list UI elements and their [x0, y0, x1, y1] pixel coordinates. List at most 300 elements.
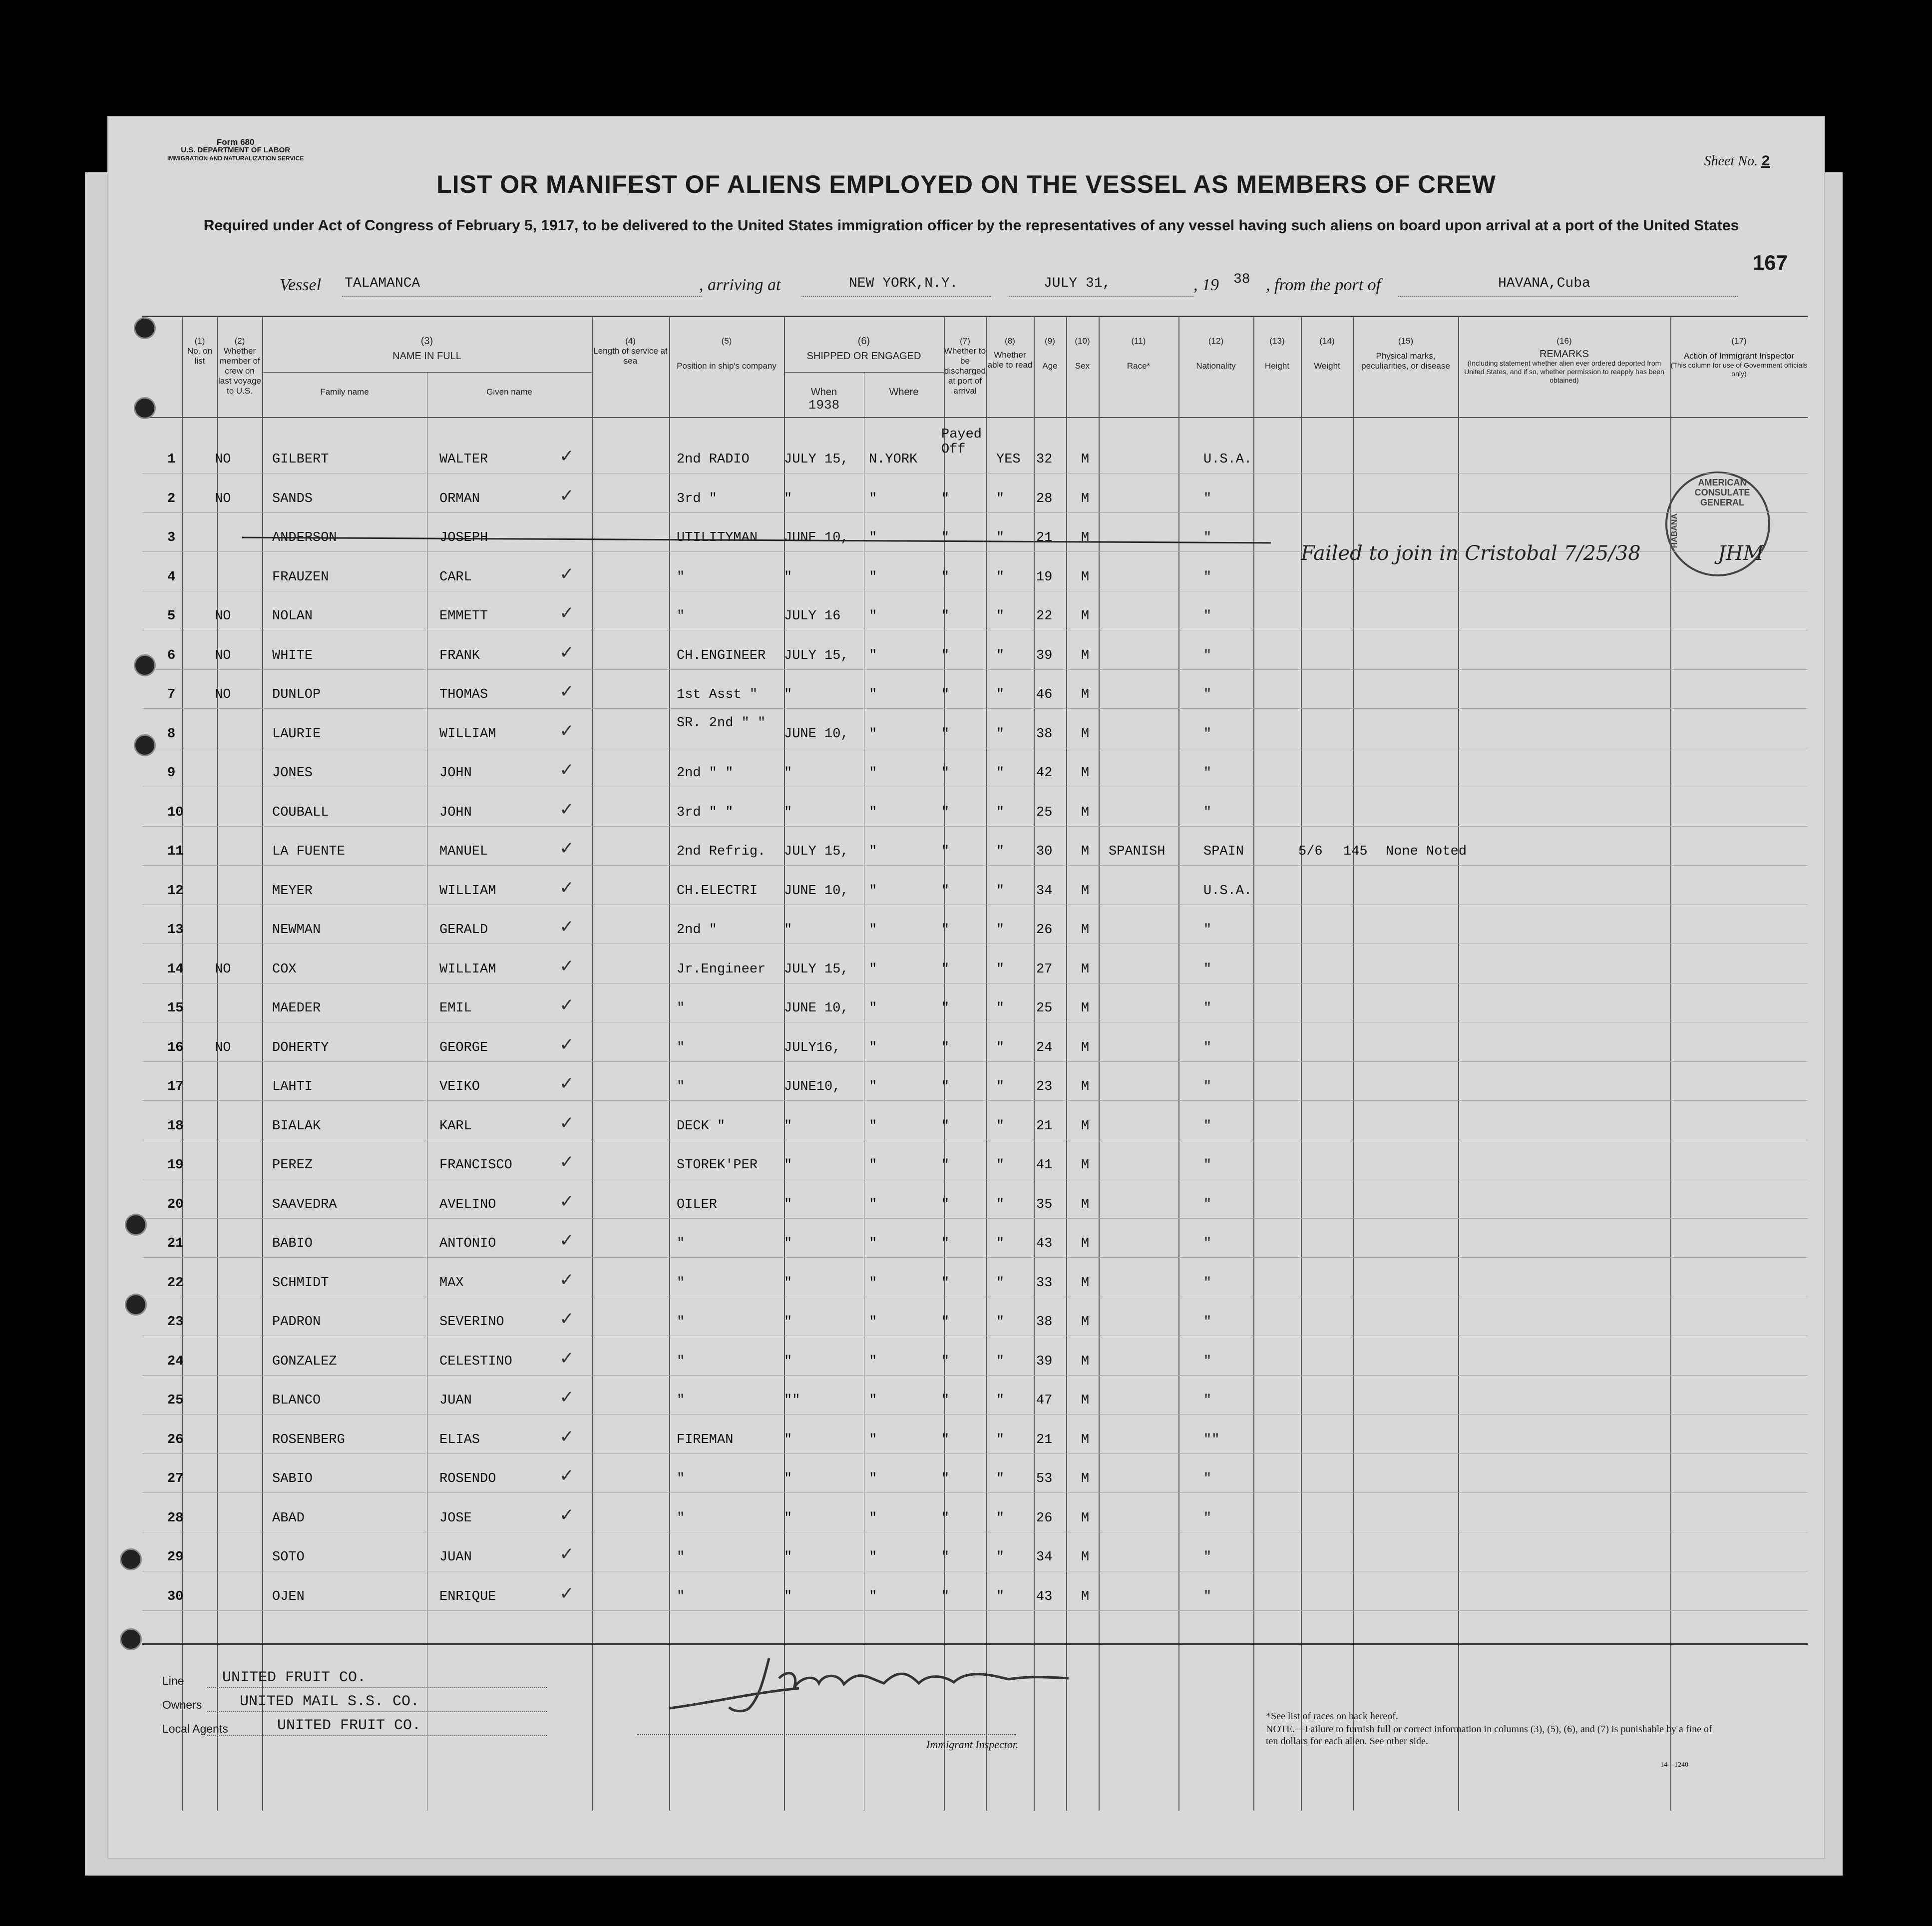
- cell-where: ": [869, 1550, 877, 1565]
- cell-read: ": [996, 1236, 1005, 1251]
- cell-nat: ": [1203, 726, 1212, 742]
- cell-sex: M: [1081, 569, 1090, 585]
- cell-read: ": [996, 609, 1005, 624]
- from-port: HAVANA,Cuba: [1498, 276, 1590, 291]
- cell-nat: ": [1203, 648, 1212, 663]
- cell-sex: M: [1081, 1197, 1090, 1212]
- cell-position: ": [677, 1471, 685, 1486]
- check-mark-icon: ✓: [559, 995, 575, 1015]
- cell-age: 25: [1036, 805, 1053, 820]
- cell-given: MAX: [439, 1275, 464, 1291]
- cell-read: ": [996, 805, 1005, 820]
- cell-nat: ": [1203, 923, 1212, 938]
- cell-family: LA FUENTE: [272, 844, 345, 859]
- cell-position: DECK ": [677, 1118, 726, 1134]
- cell-when: ": [784, 1236, 792, 1251]
- sheet-number: [1704, 153, 1770, 170]
- cell-read: ": [996, 1432, 1005, 1447]
- cell-sex: M: [1081, 805, 1090, 820]
- cell-where: ": [869, 1158, 877, 1173]
- cell-read: ": [996, 1471, 1005, 1486]
- page-subtitle: Required under Act of Congress of February 5, 1917, to be delivered to the United States immigration officer by the representatives of any vessel having such aliens on board upon arrival at a port of the United States: [203, 217, 1739, 234]
- check-mark-icon: ✓: [559, 1112, 575, 1133]
- cell-disch: ": [941, 687, 950, 702]
- cell-where: ": [869, 1432, 877, 1447]
- check-mark-icon: ✓: [559, 642, 575, 663]
- cell-given: ELIAS: [439, 1432, 480, 1447]
- cell-position: 3rd ": [677, 491, 718, 506]
- check-mark-icon: ✓: [559, 563, 575, 584]
- cell-no: 29: [167, 1550, 184, 1565]
- cell-family: SANDS: [272, 491, 313, 506]
- header-nationality: (12) Nationality: [1196, 336, 1236, 371]
- cell-when: ": [784, 1589, 792, 1604]
- cell-nat: SPAIN: [1203, 844, 1244, 859]
- cell-when: ": [784, 687, 792, 702]
- cell-nat: ": [1203, 1275, 1212, 1291]
- cell-age: 43: [1036, 1589, 1053, 1604]
- cell-position: CH.ELECTRI: [677, 883, 758, 899]
- cell-family: MEYER: [272, 883, 313, 899]
- cell-disch: ": [941, 1471, 950, 1486]
- header-family-name: Family name: [320, 387, 369, 397]
- cell-disch: ": [941, 491, 950, 506]
- owners-value: UNITED MAIL S.S. CO.: [240, 1693, 420, 1710]
- cell-read: ": [996, 923, 1005, 938]
- cell-disch: ": [941, 1275, 950, 1291]
- cell-read: ": [996, 1354, 1005, 1369]
- cell-position: ": [677, 1354, 685, 1369]
- cell-no: 11: [167, 844, 184, 859]
- crew-table: [142, 316, 1808, 1811]
- check-mark-icon: ✓: [559, 1034, 575, 1055]
- cell-position: ": [677, 1589, 685, 1604]
- cell-where: ": [869, 491, 877, 506]
- row-rule: [142, 1218, 1808, 1219]
- check-mark-icon: ✓: [559, 681, 575, 702]
- cell-no: 16: [167, 1040, 184, 1055]
- cell-when: "": [784, 1393, 800, 1408]
- cell-nat: ": [1203, 569, 1212, 585]
- cell-sex: M: [1081, 648, 1090, 663]
- cell-sex: M: [1081, 726, 1090, 742]
- cell-no: 25: [167, 1393, 184, 1408]
- cell-age: 22: [1036, 609, 1053, 624]
- cell-family: NOLAN: [272, 609, 313, 624]
- cell-no: 27: [167, 1471, 184, 1486]
- check-mark-icon: ✓: [559, 1544, 575, 1564]
- binder-hole: [134, 317, 156, 339]
- cell-family: GONZALEZ: [272, 1354, 337, 1369]
- cell-disch: ": [941, 1589, 950, 1604]
- header-height: (13) Height: [1264, 336, 1290, 371]
- form-header: [167, 138, 304, 162]
- cell-last: NO: [215, 962, 231, 977]
- cell-where: ": [869, 1118, 877, 1134]
- cell-when: JULY 15,: [784, 962, 849, 977]
- cell-position: 2nd ": [677, 923, 718, 938]
- cell-age: 46: [1036, 687, 1053, 702]
- cell-no: 1: [167, 452, 176, 467]
- cell-read: ": [996, 1040, 1005, 1055]
- cell-no: 28: [167, 1510, 184, 1526]
- cell-position: Jr.Engineer: [677, 962, 766, 977]
- cell-family: PEREZ: [272, 1158, 313, 1173]
- cell-position: ": [677, 1001, 685, 1016]
- cell-nat: ": [1203, 1589, 1212, 1604]
- cell-read: ": [996, 1393, 1005, 1408]
- header-shipped: (6) SHIPPED OR ENGAGED: [806, 336, 921, 362]
- cell-when: ": [784, 1354, 792, 1369]
- arriving-label: , arriving at: [699, 276, 781, 294]
- cell-sex: M: [1081, 1510, 1090, 1526]
- cell-read: ": [996, 530, 1005, 545]
- cell-sex: M: [1081, 1315, 1090, 1330]
- cell-when: ": [784, 1315, 792, 1330]
- cell-given: JOSE: [439, 1510, 472, 1526]
- cell-disch: ": [941, 1550, 950, 1565]
- cell-read: ": [996, 962, 1005, 977]
- cell-no: 26: [167, 1432, 184, 1447]
- cell-disch: ": [941, 1040, 950, 1055]
- row-rule: [142, 1610, 1808, 1611]
- cell-when: JULY 16: [784, 609, 841, 624]
- cell-read: ": [996, 1197, 1005, 1212]
- cell-family: BLANCO: [272, 1393, 321, 1408]
- check-mark-icon: ✓: [559, 917, 575, 937]
- cell-nat: ": [1203, 1393, 1212, 1408]
- cell-nat: ": [1203, 1354, 1212, 1369]
- cell-no: 22: [167, 1275, 184, 1291]
- cell-disch: ": [941, 1158, 950, 1173]
- cell-given: FRANK: [439, 648, 480, 663]
- cell-nat: ": [1203, 687, 1212, 702]
- cell-family: COX: [272, 962, 297, 977]
- cell-family: SOTO: [272, 1550, 305, 1565]
- row-rule: [142, 1061, 1808, 1062]
- cell-given: JUAN: [439, 1393, 472, 1408]
- cell-disch: ": [941, 1118, 950, 1134]
- check-mark-icon: ✓: [559, 1465, 575, 1486]
- cell-nat: ": [1203, 1471, 1212, 1486]
- cell-when: JULY 15,: [784, 844, 849, 859]
- check-mark-icon: ✓: [559, 603, 575, 623]
- cell-age: 19: [1036, 569, 1053, 585]
- page-title: LIST OR MANIFEST OF ALIENS EMPLOYED ON THE VESSEL AS MEMBERS OF CREW: [436, 170, 1496, 198]
- cell-last: NO: [215, 452, 231, 467]
- cell-sex: M: [1081, 1550, 1090, 1565]
- agents-label: Local Agents: [162, 1722, 228, 1735]
- header-read: (8) Whether able to read: [987, 336, 1033, 370]
- cell-read: ": [996, 1001, 1005, 1016]
- row-rule: [142, 1492, 1808, 1493]
- cell-family: BABIO: [272, 1236, 313, 1251]
- check-mark-icon: ✓: [559, 1073, 575, 1094]
- cell-when: ": [784, 1432, 792, 1447]
- cell-read: ": [996, 491, 1005, 506]
- cell-no: 7: [167, 687, 176, 702]
- cell-nat: "": [1203, 1432, 1220, 1447]
- cell-nat: ": [1203, 1236, 1212, 1251]
- row-rule: [142, 669, 1808, 670]
- cell-nat: U.S.A.: [1203, 883, 1252, 899]
- cell-when: JUNE10,: [784, 1079, 841, 1094]
- cell-disch: ": [941, 1236, 950, 1251]
- cell-read: ": [996, 1510, 1005, 1526]
- cell-given: ROSENDO: [439, 1471, 496, 1486]
- cell-family: GILBERT: [272, 452, 329, 467]
- cell-where: ": [869, 883, 877, 899]
- row-rule: [142, 826, 1808, 827]
- header-length-service: (4) Length of service at sea: [593, 336, 668, 366]
- cell-disch: ": [941, 569, 950, 585]
- cell-where: ": [869, 1275, 877, 1291]
- row-rule: [142, 512, 1808, 513]
- cell-race: SPANISH: [1109, 844, 1165, 859]
- cell-given: WILLIAM: [439, 726, 496, 742]
- cell-position: ": [677, 569, 685, 585]
- cell-sex: M: [1081, 491, 1090, 506]
- cell-nat: ": [1203, 1315, 1212, 1330]
- cell-position: FIREMAN: [677, 1432, 734, 1447]
- row-rule: [142, 1414, 1808, 1415]
- cell-family: PADRON: [272, 1315, 321, 1330]
- cell-disch: ": [941, 1197, 950, 1212]
- cell-no: 9: [167, 766, 176, 781]
- cell-nat: ": [1203, 1118, 1212, 1134]
- cell-nat: ": [1203, 530, 1212, 545]
- cell-nat: U.S.A.: [1203, 452, 1252, 467]
- cell-no: 23: [167, 1315, 184, 1330]
- row-rule: [142, 1453, 1808, 1454]
- cell-where: ": [869, 1393, 877, 1408]
- cell-position: 3rd " ": [677, 805, 734, 820]
- cell-given: SEVERINO: [439, 1315, 504, 1330]
- cell-sex: M: [1081, 1158, 1090, 1173]
- cell-age: 34: [1036, 883, 1053, 899]
- cell-age: 39: [1036, 1354, 1053, 1369]
- cell-family: LAURIE: [272, 726, 321, 742]
- cell-family: MAEDER: [272, 1001, 321, 1016]
- cell-position: ": [677, 1315, 685, 1330]
- cell-when: ": [784, 1275, 792, 1291]
- cell-given: CELESTINO: [439, 1354, 512, 1369]
- cell-sex: M: [1081, 609, 1090, 624]
- cell-family: ABAD: [272, 1510, 305, 1526]
- cell-where: ": [869, 1197, 877, 1212]
- header-where: Where: [889, 387, 919, 398]
- cell-where: ": [869, 687, 877, 702]
- cell-read: ": [996, 883, 1005, 899]
- cell-where: ": [869, 805, 877, 820]
- cell-read: ": [996, 569, 1005, 585]
- header-no: (1) No. on list: [187, 336, 213, 366]
- cell-when: ": [784, 766, 792, 781]
- cell-age: 32: [1036, 452, 1053, 467]
- cell-where: ": [869, 530, 877, 545]
- cell-position: ": [677, 1236, 685, 1251]
- cell-age: 38: [1036, 726, 1053, 742]
- cell-age: 26: [1036, 923, 1053, 938]
- cell-no: 12: [167, 883, 184, 899]
- cell-no: 15: [167, 1001, 184, 1016]
- cell-age: 25: [1036, 1001, 1053, 1016]
- cell-sex: M: [1081, 1040, 1090, 1055]
- cell-position: 2nd RADIO: [677, 452, 750, 467]
- cell-position: OILER: [677, 1197, 718, 1212]
- cell-read: ": [996, 1079, 1005, 1094]
- cell-disch: ": [941, 962, 950, 977]
- cell-sex: M: [1081, 1001, 1090, 1016]
- cell-when: ": [784, 1550, 792, 1565]
- cell-given: VEIKO: [439, 1079, 480, 1094]
- cell-given: CARL: [439, 569, 472, 585]
- cell-read: ": [996, 844, 1005, 859]
- cell-sex: M: [1081, 1471, 1090, 1486]
- cell-read: ": [996, 726, 1005, 742]
- check-mark-icon: ✓: [559, 446, 575, 467]
- vessel-name: TALAMANCA: [345, 276, 420, 291]
- inspector-signature: [649, 1648, 1089, 1718]
- cell-when: JULY 15,: [784, 452, 849, 467]
- header-last-voyage: (2) Whether member of crew on last voyage to U.S.: [218, 336, 261, 396]
- header-inspector-action: (17) Action of Immigrant Inspector (This column for use of Government officials only): [1670, 336, 1808, 378]
- cell-no: 21: [167, 1236, 184, 1251]
- row-rule: [142, 708, 1808, 709]
- cell-given: WILLIAM: [439, 883, 496, 899]
- cell-age: 42: [1036, 766, 1053, 781]
- year-suffix: 38: [1233, 272, 1250, 287]
- cell-sex: M: [1081, 1118, 1090, 1134]
- cell-no: 10: [167, 805, 184, 820]
- cell-when: JUNE 10,: [784, 1001, 849, 1016]
- row-rule: [142, 1257, 1808, 1258]
- cell-nat: ": [1203, 1197, 1212, 1212]
- cell-given: KARL: [439, 1118, 472, 1134]
- cell-when: ": [784, 1118, 792, 1134]
- cell-when: ": [784, 1197, 792, 1212]
- cell-disch: ": [941, 1001, 950, 1016]
- cell-where: ": [869, 962, 877, 977]
- cell-nat: ": [1203, 609, 1212, 624]
- cell-age: 21: [1036, 530, 1053, 545]
- binder-hole: [134, 654, 156, 676]
- cell-no: 5: [167, 609, 176, 624]
- check-mark-icon: ✓: [559, 877, 575, 898]
- cell-last: NO: [215, 648, 231, 663]
- cell-family: OJEN: [272, 1589, 305, 1604]
- cell-when: JUNE 10,: [784, 530, 849, 545]
- cell-given: JOSEPH: [439, 530, 488, 545]
- cell-read: ": [996, 1275, 1005, 1291]
- header-position: (5) Position in ship's company: [677, 336, 776, 371]
- cell-family: FRAUZEN: [272, 569, 329, 585]
- cell-read: ": [996, 1315, 1005, 1330]
- stamp-top-text: AMERICAN CONSULATE GENERAL: [1694, 478, 1750, 507]
- cell-read: ": [996, 1158, 1005, 1173]
- cell-when: ": [784, 805, 792, 820]
- cell-disch: ": [941, 1510, 950, 1526]
- table-bottom-rule: [142, 1643, 1808, 1645]
- cell-read: YES: [996, 452, 1021, 467]
- cell-no: 18: [167, 1118, 184, 1134]
- cell-no: 8: [167, 726, 176, 742]
- cell-position: ": [677, 1275, 685, 1291]
- check-mark-icon: ✓: [559, 1191, 575, 1212]
- cell-given: FRANCISCO: [439, 1158, 512, 1173]
- cell-disch: ": [941, 883, 950, 899]
- cell-sex: M: [1081, 962, 1090, 977]
- cell-family: ROSENBERG: [272, 1432, 345, 1447]
- cell-position: ": [677, 1393, 685, 1408]
- cell-sex: M: [1081, 1354, 1090, 1369]
- cell-family: ANDERSON: [272, 530, 337, 545]
- cell-disch: ": [941, 530, 950, 545]
- cell-where: ": [869, 844, 877, 859]
- cell-when: ": [784, 569, 792, 585]
- cell-last: NO: [215, 687, 231, 702]
- manifest-sheet: [107, 116, 1825, 1859]
- cell-age: 21: [1036, 1432, 1053, 1447]
- cell-no: 3: [167, 530, 176, 545]
- form-number: Form 680: [216, 137, 255, 147]
- cell-disch: ": [941, 1393, 950, 1408]
- check-mark-icon: ✓: [559, 799, 575, 820]
- cell-disch: ": [941, 923, 950, 938]
- stamp-side-text: HABANA: [1670, 513, 1679, 548]
- cell-family: COUBALL: [272, 805, 329, 820]
- cell-family: DUNLOP: [272, 687, 321, 702]
- header-name: (3) NAME IN FULL: [392, 336, 461, 362]
- header-physical-marks: (15) Physical marks, peculiarities, or disease: [1361, 336, 1450, 371]
- owners-label: Owners: [162, 1698, 202, 1711]
- cell-age: 27: [1036, 962, 1053, 977]
- cell-age: 53: [1036, 1471, 1053, 1486]
- cell-position: ": [677, 1510, 685, 1526]
- cell-where: ": [869, 1354, 877, 1369]
- cell-family: DOHERTY: [272, 1040, 329, 1055]
- cell-where: ": [869, 1471, 877, 1486]
- check-mark-icon: ✓: [559, 1583, 575, 1604]
- cell-given: GEORGE: [439, 1040, 488, 1055]
- header-given-name: Given name: [486, 387, 532, 397]
- header-sex: (10) Sex: [1075, 336, 1090, 371]
- cell-when: JUNE 10,: [784, 883, 849, 899]
- cell-nat: ": [1203, 805, 1212, 820]
- cell-position: UTILITYMAN: [677, 530, 758, 545]
- cell-when: ": [784, 1158, 792, 1173]
- cell-age: 21: [1036, 1118, 1053, 1134]
- cell-given: JOHN: [439, 766, 472, 781]
- cell-read: ": [996, 1550, 1005, 1565]
- penalty-note: NOTE.—Failure to furnish full or correct information in columns (3), (5), (6), and (7) is punishable by a fine of ten dollars for each alien. See other side.: [1266, 1724, 1712, 1747]
- cell-no: 24: [167, 1354, 184, 1369]
- row-rule: [142, 865, 1808, 866]
- cell-where: ": [869, 1236, 877, 1251]
- binder-hole: [134, 397, 156, 419]
- cell-position: SR. 2nd " ": [677, 715, 766, 731]
- cell-no: 13: [167, 923, 184, 938]
- cell-where: ": [869, 648, 877, 663]
- cell-sex: M: [1081, 923, 1090, 938]
- stamp-number: 167: [1752, 251, 1788, 274]
- row3-remark: Failed to join in Cristobal 7/25/38: [1301, 542, 1641, 565]
- check-mark-icon: ✓: [559, 1309, 575, 1329]
- cell-age: 24: [1036, 1040, 1053, 1055]
- cell-nat: ": [1203, 1001, 1212, 1016]
- check-mark-icon: ✓: [559, 1387, 575, 1408]
- form-code: 14—1240: [1660, 1761, 1688, 1769]
